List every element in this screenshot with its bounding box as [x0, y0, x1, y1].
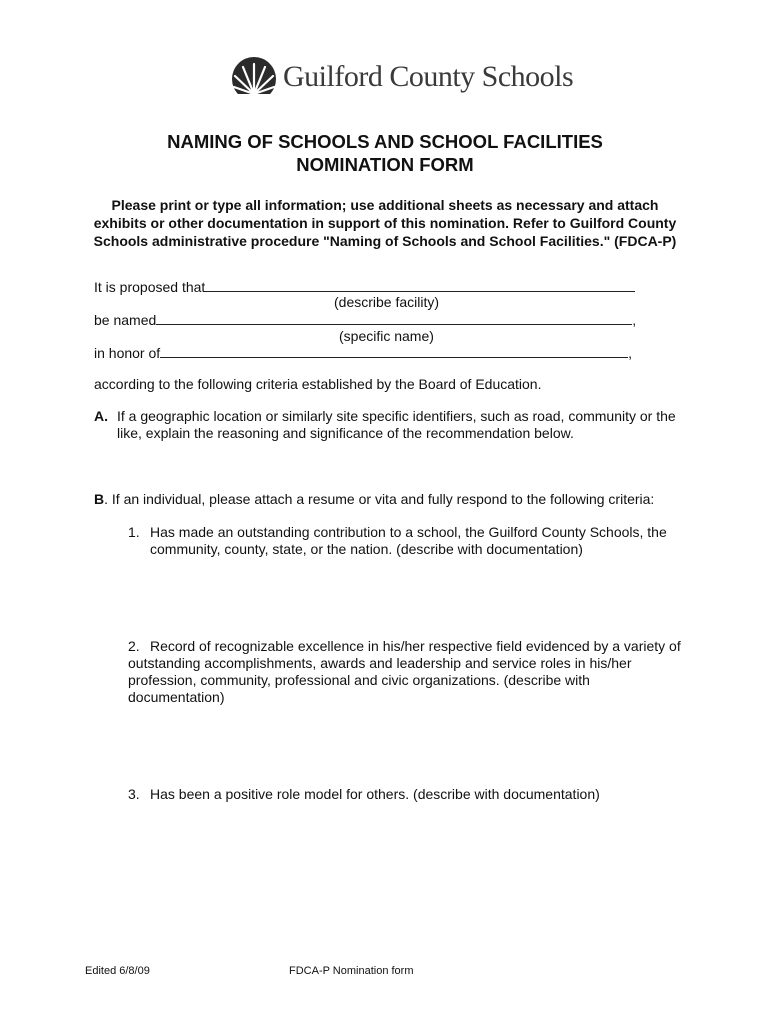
footer-form-name: FDCA-P Nomination form [289, 965, 414, 977]
named-label: be named [94, 312, 157, 328]
name-caption: (specific name) [339, 328, 434, 344]
footer-edited: Edited 6/8/09 [85, 965, 150, 977]
honor-comma: , [628, 345, 633, 361]
item-2-text: Record of recognizable excellence in his/her respective field evidenced by a variety of outstanding accomplishments, awards and leadership and service roles in his/her profession, community, professional and civic organizations. (describe with documentation) [128, 638, 681, 705]
item-3-number: 3. [128, 786, 140, 802]
named-comma: , [632, 312, 637, 328]
proposed-label: It is proposed that [94, 279, 206, 295]
section-a-text: If a geographic location or similarly site specific identifiers, such as road, community or the like, explain the reasoning and significance of the recommendation below. [117, 408, 676, 441]
item-2-number: 2. [128, 638, 140, 654]
section-b-text: . If an individual, please attach a resume or vita and fully respond to the following criteria: [104, 491, 655, 507]
honoree-field[interactable] [160, 344, 628, 358]
name-field[interactable] [156, 311, 632, 325]
facility-field[interactable] [205, 278, 635, 292]
item-1-number: 1. [128, 524, 140, 540]
named-line [94, 311, 636, 329]
item-3-text: Has been a positive role model for others. (describe with documentation) [150, 786, 600, 802]
sunburst-logo-icon [229, 56, 279, 102]
page-title-line1: NAMING OF SCHOOLS AND SCHOOL FACILITIES [167, 131, 603, 152]
section-b-letter: B [94, 491, 105, 507]
section-b-line [94, 491, 654, 508]
honor-label: in honor of [94, 345, 161, 361]
page-title-line2: NOMINATION FORM [296, 154, 474, 175]
logo-text: Guilford County Schools [283, 60, 574, 93]
criteria-intro: according to the following criteria established by the Board of Education. [94, 376, 542, 392]
section-a-letter: A. [94, 408, 108, 424]
instructions-paragraph: Please print or type all information; use additional sheets as necessary and attach exhibits or other documentation in support of this nomination. Refer to Guilford County Schools administrative procedure "Naming of Schools and School Facilities." (FDCA-P) [93, 197, 677, 249]
facility-caption: (describe facility) [334, 294, 440, 310]
item-1-text: Has made an outstanding contribution to a school, the Guilford County Schools, the community, county, state, or the nation. (describe with documentation) [150, 524, 667, 557]
honor-line [94, 344, 632, 362]
